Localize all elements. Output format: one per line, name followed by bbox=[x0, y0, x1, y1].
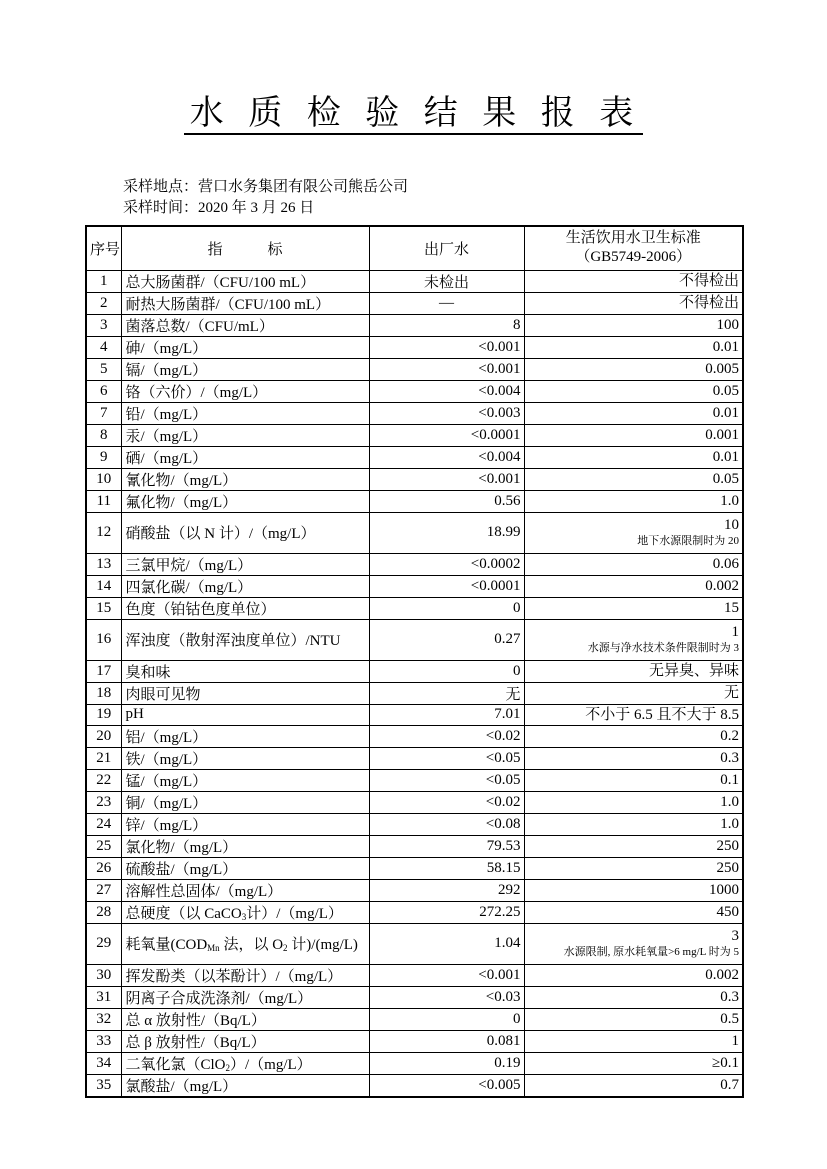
indicator-cell: 氰化物/（mg/L） bbox=[121, 468, 369, 490]
sampling-time: 采样时间：2020 年 3 月 26 日 bbox=[123, 199, 315, 216]
col-header-effluent: 出厂水 bbox=[369, 226, 524, 270]
table-row bbox=[86, 358, 743, 380]
standard-cell bbox=[524, 553, 743, 575]
result-cell: <0.001 bbox=[369, 468, 524, 490]
standard-value: 0.2 bbox=[720, 728, 739, 744]
indicator-cell: 总 α 放射性/（Bq/L） bbox=[121, 1008, 369, 1030]
standard-cell bbox=[524, 336, 743, 358]
indicator-cell: 菌落总数/（CFU/mL） bbox=[121, 314, 369, 336]
row-index-cell: 30 bbox=[86, 964, 121, 986]
indicator-cell: 硫酸盐/（mg/L） bbox=[121, 857, 369, 879]
table-row bbox=[86, 446, 743, 468]
standard-value: 1000 bbox=[709, 882, 739, 898]
standard-value: 不得检出 bbox=[678, 295, 739, 311]
standard-value: 1 bbox=[731, 624, 739, 640]
row-index-cell: 25 bbox=[86, 835, 121, 857]
standard-cell bbox=[524, 468, 743, 490]
table-row bbox=[86, 512, 743, 553]
result-cell: <0.0002 bbox=[369, 553, 524, 575]
row-index-cell: 23 bbox=[86, 791, 121, 813]
table-row bbox=[86, 879, 743, 901]
standard-value: 0.001 bbox=[705, 427, 739, 443]
row-index-cell: 4 bbox=[86, 336, 121, 358]
indicator-cell: 氯化物/（mg/L） bbox=[121, 835, 369, 857]
result-cell: <0.05 bbox=[369, 747, 524, 769]
report-title-wrap bbox=[85, 96, 742, 135]
standard-cell bbox=[524, 358, 743, 380]
standard-value: 0.002 bbox=[705, 967, 739, 983]
result-cell: <0.05 bbox=[369, 769, 524, 791]
row-index-cell: 12 bbox=[86, 512, 121, 553]
table-row bbox=[86, 1074, 743, 1097]
table-row bbox=[86, 747, 743, 769]
indicator-cell: 铬（六价）/（mg/L） bbox=[121, 380, 369, 402]
result-cell: 0.27 bbox=[369, 619, 524, 660]
table-row bbox=[86, 553, 743, 575]
result-cell: <0.005 bbox=[369, 1074, 524, 1097]
row-index-cell: 10 bbox=[86, 468, 121, 490]
indicator-cell: 砷/（mg/L） bbox=[121, 336, 369, 358]
standard-cell bbox=[524, 380, 743, 402]
table-row bbox=[86, 424, 743, 446]
row-index-cell: 5 bbox=[86, 358, 121, 380]
row-index-cell: 19 bbox=[86, 704, 121, 725]
standard-value: 0.005 bbox=[705, 361, 739, 377]
result-cell: 272.25 bbox=[369, 901, 524, 923]
row-index-cell: 21 bbox=[86, 747, 121, 769]
standard-value: 450 bbox=[716, 904, 739, 920]
result-cell: 未检出 bbox=[369, 270, 524, 292]
standard-cell bbox=[524, 813, 743, 835]
standard-value: 不得检出 bbox=[678, 273, 739, 289]
result-cell: 8 bbox=[369, 314, 524, 336]
indicator-cell: 耐热大肠菌群/（CFU/100 mL） bbox=[121, 292, 369, 314]
standard-cell bbox=[524, 270, 743, 292]
indicator-cell: 硝酸盐（以 N 计）/（mg/L） bbox=[121, 512, 369, 553]
table-row bbox=[86, 660, 743, 682]
indicator-cell: 氯酸盐/（mg/L） bbox=[121, 1074, 369, 1097]
result-cell: <0.004 bbox=[369, 380, 524, 402]
table-row bbox=[86, 901, 743, 923]
standard-note: 地下水源限制时为 20 bbox=[637, 535, 739, 547]
standard-note: 水源限制, 原水耗氧量>6 mg/L 时为 5 bbox=[563, 946, 739, 958]
table-row bbox=[86, 270, 743, 292]
result-cell: 0 bbox=[369, 597, 524, 619]
table-body bbox=[86, 270, 743, 1097]
sampling-location: 采样地点：营口水务集团有限公司熊岳公司 bbox=[123, 179, 409, 195]
water-quality-table bbox=[85, 225, 744, 1098]
result-cell: 无 bbox=[369, 682, 524, 704]
standard-cell bbox=[524, 747, 743, 769]
indicator-cell: 铜/（mg/L） bbox=[121, 791, 369, 813]
table-row bbox=[86, 490, 743, 512]
standard-value: 250 bbox=[716, 860, 739, 876]
table-row bbox=[86, 314, 743, 336]
standard-value: 不小于 6.5 且不大于 8.5 bbox=[585, 706, 739, 723]
standard-cell bbox=[524, 1030, 743, 1052]
row-index-cell: 13 bbox=[86, 553, 121, 575]
result-cell: 58.15 bbox=[369, 857, 524, 879]
result-cell: <0.02 bbox=[369, 791, 524, 813]
table-row bbox=[86, 468, 743, 490]
standard-header-line2: （GB5749-2006） bbox=[575, 249, 692, 266]
table-row bbox=[86, 857, 743, 879]
row-index-cell: 29 bbox=[86, 923, 121, 964]
table-row bbox=[86, 575, 743, 597]
table-row bbox=[86, 835, 743, 857]
table-row bbox=[86, 964, 743, 986]
row-index-cell: 11 bbox=[86, 490, 121, 512]
standard-value: 0.05 bbox=[712, 383, 739, 399]
result-cell: <0.0001 bbox=[369, 575, 524, 597]
indicator-cell: pH bbox=[121, 704, 369, 725]
row-index-cell: 8 bbox=[86, 424, 121, 446]
standard-cell bbox=[524, 791, 743, 813]
result-cell: <0.004 bbox=[369, 446, 524, 468]
standard-value: 100 bbox=[716, 317, 739, 333]
standard-value: 无异臭、异味 bbox=[648, 663, 739, 679]
standard-value: ≥0.1 bbox=[712, 1055, 739, 1071]
row-index-cell: 27 bbox=[86, 879, 121, 901]
standard-cell bbox=[524, 490, 743, 512]
indicator-cell: 镉/（mg/L） bbox=[121, 358, 369, 380]
result-cell: <0.003 bbox=[369, 402, 524, 424]
row-index-cell: 26 bbox=[86, 857, 121, 879]
standard-cell bbox=[524, 704, 743, 725]
standard-cell bbox=[524, 725, 743, 747]
result-cell: 18.99 bbox=[369, 512, 524, 553]
standard-value: 1.0 bbox=[720, 493, 739, 509]
table-row bbox=[86, 725, 743, 747]
table-row bbox=[86, 813, 743, 835]
standard-cell bbox=[524, 879, 743, 901]
row-index-cell: 31 bbox=[86, 986, 121, 1008]
indicator-cell: 氟化物/（mg/L） bbox=[121, 490, 369, 512]
result-cell: 0.56 bbox=[369, 490, 524, 512]
table-row bbox=[86, 619, 743, 660]
indicator-cell: 锰/（mg/L） bbox=[121, 769, 369, 791]
header-row bbox=[86, 226, 743, 270]
row-index-cell: 32 bbox=[86, 1008, 121, 1030]
row-index-cell: 24 bbox=[86, 813, 121, 835]
result-cell: 0.081 bbox=[369, 1030, 524, 1052]
table-row bbox=[86, 336, 743, 358]
result-cell: <0.02 bbox=[369, 725, 524, 747]
indicator-cell: 色度（铂钴色度单位） bbox=[121, 597, 369, 619]
table-row bbox=[86, 704, 743, 725]
row-index-cell: 16 bbox=[86, 619, 121, 660]
standard-value: 0.1 bbox=[720, 772, 739, 788]
indicator-cell: 总大肠菌群/（CFU/100 mL） bbox=[121, 270, 369, 292]
result-cell: <0.08 bbox=[369, 813, 524, 835]
table-row bbox=[86, 1052, 743, 1074]
standard-cell bbox=[524, 575, 743, 597]
result-cell: <0.001 bbox=[369, 358, 524, 380]
indicator-cell: 二氧化氯（ClO$_2$）/（mg/L） bbox=[121, 1052, 369, 1074]
standard-header-line1: 生活饮用水卫生标准 bbox=[565, 230, 701, 247]
row-index-cell: 2 bbox=[86, 292, 121, 314]
standard-value: 10 bbox=[724, 517, 739, 533]
row-index-cell: 15 bbox=[86, 597, 121, 619]
result-cell: 292 bbox=[369, 879, 524, 901]
standard-value: 15 bbox=[724, 600, 739, 616]
standard-cell bbox=[524, 682, 743, 704]
row-index-cell: 20 bbox=[86, 725, 121, 747]
indicator-cell: 总 β 放射性/（Bq/L） bbox=[121, 1030, 369, 1052]
indicator-cell: 硒/（mg/L） bbox=[121, 446, 369, 468]
standard-cell bbox=[524, 835, 743, 857]
standard-value: 1 bbox=[731, 1033, 739, 1049]
page-title: 水 质 检 验 结 果 报 表 bbox=[184, 96, 644, 135]
table-row bbox=[86, 380, 743, 402]
row-index-cell: 22 bbox=[86, 769, 121, 791]
row-index-cell: 7 bbox=[86, 402, 121, 424]
table-row bbox=[86, 1008, 743, 1030]
table-row bbox=[86, 597, 743, 619]
row-index-cell: 17 bbox=[86, 660, 121, 682]
standard-cell bbox=[524, 901, 743, 923]
standard-value: 250 bbox=[716, 838, 739, 854]
standard-value: 无 bbox=[723, 685, 739, 701]
result-cell: 7.01 bbox=[369, 704, 524, 725]
standard-cell bbox=[524, 446, 743, 468]
result-cell: 0.19 bbox=[369, 1052, 524, 1074]
result-cell: 79.53 bbox=[369, 835, 524, 857]
standard-value: 0.01 bbox=[712, 405, 739, 421]
standard-cell bbox=[524, 964, 743, 986]
standard-value: 0.002 bbox=[705, 578, 739, 594]
result-cell: <0.001 bbox=[369, 336, 524, 358]
standard-cell bbox=[524, 660, 743, 682]
standard-value: 1.0 bbox=[720, 794, 739, 810]
indicator-cell: 四氯化碳/（mg/L） bbox=[121, 575, 369, 597]
table-row bbox=[86, 986, 743, 1008]
row-index-cell: 18 bbox=[86, 682, 121, 704]
indicator-cell: 肉眼可见物 bbox=[121, 682, 369, 704]
col-header-indicator: 指 标 bbox=[121, 226, 369, 270]
standard-note: 水源与净水技术条件限制时为 3 bbox=[587, 642, 739, 654]
standard-cell bbox=[524, 597, 743, 619]
standard-value: 0.7 bbox=[720, 1077, 739, 1093]
indicator-cell: 挥发酚类（以苯酚计）/（mg/L） bbox=[121, 964, 369, 986]
row-index-cell: 35 bbox=[86, 1074, 121, 1097]
indicator-cell: 锌/（mg/L） bbox=[121, 813, 369, 835]
row-index-cell: 1 bbox=[86, 270, 121, 292]
standard-cell bbox=[524, 424, 743, 446]
table-row bbox=[86, 292, 743, 314]
standard-cell bbox=[524, 986, 743, 1008]
standard-cell bbox=[524, 512, 743, 553]
standard-cell bbox=[524, 1008, 743, 1030]
standard-value: 0.01 bbox=[712, 449, 739, 465]
standard-cell bbox=[524, 314, 743, 336]
table-row bbox=[86, 682, 743, 704]
row-index-cell: 6 bbox=[86, 380, 121, 402]
standard-cell bbox=[524, 619, 743, 660]
indicator-cell: 浑浊度（散射浑浊度单位）/NTU bbox=[121, 619, 369, 660]
standard-value: 0.06 bbox=[712, 556, 739, 572]
row-index-cell: 3 bbox=[86, 314, 121, 336]
indicator-cell: 铝/（mg/L） bbox=[121, 725, 369, 747]
table-row bbox=[86, 791, 743, 813]
result-cell: <0.001 bbox=[369, 964, 524, 986]
row-index-cell: 14 bbox=[86, 575, 121, 597]
standard-cell bbox=[524, 1052, 743, 1074]
standard-cell bbox=[524, 292, 743, 314]
table-row bbox=[86, 769, 743, 791]
standard-cell bbox=[524, 769, 743, 791]
indicator-cell: 臭和味 bbox=[121, 660, 369, 682]
indicator-cell: 三氯甲烷/（mg/L） bbox=[121, 553, 369, 575]
standard-value: 0.01 bbox=[712, 339, 739, 355]
table-row bbox=[86, 1030, 743, 1052]
col-header-index: 序号 bbox=[86, 226, 121, 270]
standard-value: 3 bbox=[731, 928, 739, 944]
table-row bbox=[86, 923, 743, 964]
indicator-cell: 汞/（mg/L） bbox=[121, 424, 369, 446]
indicator-cell: 总硬度（以 CaCO$_3$计）/（mg/L） bbox=[121, 901, 369, 923]
col-header-standard bbox=[524, 226, 743, 270]
result-cell: <0.0001 bbox=[369, 424, 524, 446]
standard-value: 0.3 bbox=[720, 989, 739, 1005]
standard-cell bbox=[524, 923, 743, 964]
result-cell: <0.03 bbox=[369, 986, 524, 1008]
sampling-info bbox=[123, 177, 827, 218]
result-cell: 0 bbox=[369, 1008, 524, 1030]
row-index-cell: 34 bbox=[86, 1052, 121, 1074]
standard-value: 0.5 bbox=[720, 1011, 739, 1027]
standard-cell bbox=[524, 402, 743, 424]
standard-value: 0.3 bbox=[720, 750, 739, 766]
standard-cell bbox=[524, 857, 743, 879]
indicator-cell: 阴离子合成洗涤剂/（mg/L） bbox=[121, 986, 369, 1008]
table-row bbox=[86, 402, 743, 424]
standard-cell bbox=[524, 1074, 743, 1097]
standard-value: 1.0 bbox=[720, 816, 739, 832]
indicator-cell: 耗氧量($COD_{Mn}$ 法，以 $O_2$ 计)/(mg/L) bbox=[121, 923, 369, 964]
indicator-cell: 铅/（mg/L） bbox=[121, 402, 369, 424]
table-header bbox=[86, 226, 743, 270]
row-index-cell: 9 bbox=[86, 446, 121, 468]
result-cell: 1.04 bbox=[369, 923, 524, 964]
result-cell: 0 bbox=[369, 660, 524, 682]
indicator-cell: 溶解性总固体/（mg/L） bbox=[121, 879, 369, 901]
result-cell: — bbox=[369, 292, 524, 314]
row-index-cell: 28 bbox=[86, 901, 121, 923]
indicator-cell: 铁/（mg/L） bbox=[121, 747, 369, 769]
standard-value: 0.05 bbox=[712, 471, 739, 487]
row-index-cell: 33 bbox=[86, 1030, 121, 1052]
